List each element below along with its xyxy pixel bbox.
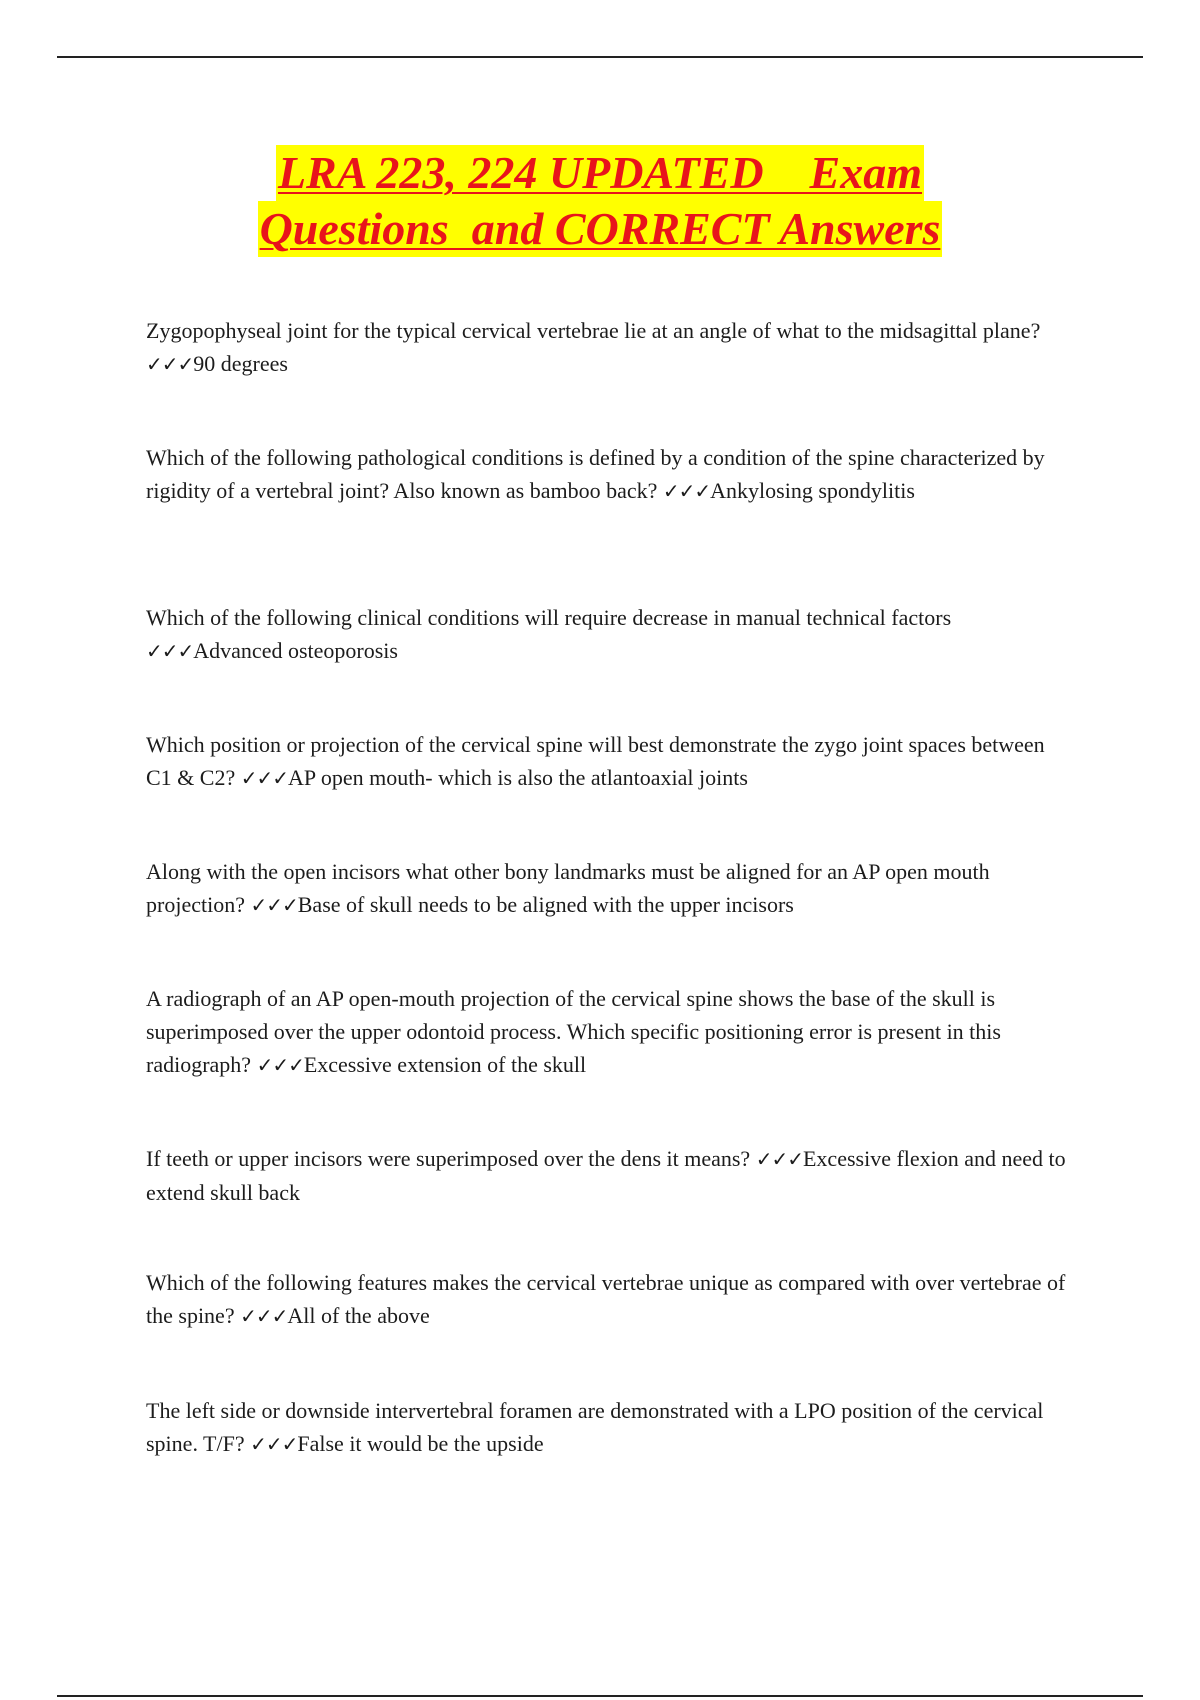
check-marks-icon: ✓✓✓ <box>146 639 194 663</box>
title-line-2: Questions and CORRECT Answers <box>258 201 943 257</box>
answer-text: Advanced osteoporosis <box>193 638 398 663</box>
check-marks-icon: ✓✓✓ <box>146 352 194 376</box>
answer-text: All of the above <box>287 1303 430 1328</box>
bottom-rule <box>57 1695 1143 1697</box>
check-marks-icon: ✓✓✓ <box>250 1432 298 1456</box>
qa-item-4 <box>146 728 1066 795</box>
check-marks-icon: ✓✓✓ <box>240 1304 288 1328</box>
check-marks-icon: ✓✓✓ <box>662 479 711 503</box>
qa-item-3 <box>146 601 1066 668</box>
answer-text: Excessive flexion and need to extend skull back <box>146 1146 1066 1205</box>
question-text: Along with the open incisors what other bony landmarks must be aligned for an AP open mouth projection? <box>146 859 990 917</box>
answer-text: Ankylosing spondylitis <box>710 478 915 503</box>
qa-item-1 <box>146 314 1066 381</box>
check-marks-icon: ✓✓✓ <box>250 893 298 917</box>
answer-text: False it would be the upside <box>297 1431 544 1456</box>
answer-text: AP open mouth- which is also the atlantoaxial joints <box>288 765 748 790</box>
document-title <box>0 145 1200 257</box>
question-text: Which of the following pathological conditions is defined by a condition of the spine characterized by rigidity of a vertebral joint? Also known as bamboo back? <box>146 445 1045 503</box>
check-marks-icon: ✓✓✓ <box>240 766 289 790</box>
answer-text: Base of skull needs to be aligned with the upper incisors <box>297 892 794 917</box>
qa-item-7 <box>146 1142 1066 1209</box>
question-text: A radiograph of an AP open-mouth projection of the cervical spine shows the base of the skull is superimposed over the upper odontoid process. Which specific positioning error is present in this radiograph? <box>146 986 1001 1077</box>
check-marks-icon: ✓✓✓ <box>755 1147 803 1171</box>
check-marks-icon: ✓✓✓ <box>256 1053 304 1077</box>
question-text: Which of the following clinical conditions will require decrease in manual technical factors <box>146 605 952 630</box>
question-text: Zygopophyseal joint for the typical cervical vertebrae lie at an angle of what to the midsagittal plane? <box>146 318 1041 343</box>
qa-item-5 <box>146 855 1066 922</box>
answer-text: Excessive extension of the skull <box>303 1052 587 1077</box>
question-text: Which of the following features makes the cervical vertebrae unique as compared with over vertebrae of the spine? <box>146 1270 1066 1328</box>
question-text: If teeth or upper incisors were superimposed over the dens it means? <box>146 1146 751 1171</box>
qa-item-2 <box>146 441 1066 508</box>
question-text: The left side or downside intervertebral foramen are demonstrated with a LPO position of the cervical spine. T/F? <box>146 1398 1044 1456</box>
title-line-1: LRA 223, 224 UPDATED Exam <box>276 145 924 201</box>
question-text: Which position or projection of the cervical spine will best demonstrate the zygo joint spaces between C1 & C2? <box>146 732 1045 790</box>
answer-text: 90 degrees <box>193 351 288 376</box>
qa-item-9 <box>146 1394 1066 1461</box>
qa-item-6 <box>146 982 1066 1082</box>
qa-item-8 <box>146 1266 1066 1333</box>
top-rule <box>57 56 1143 58</box>
